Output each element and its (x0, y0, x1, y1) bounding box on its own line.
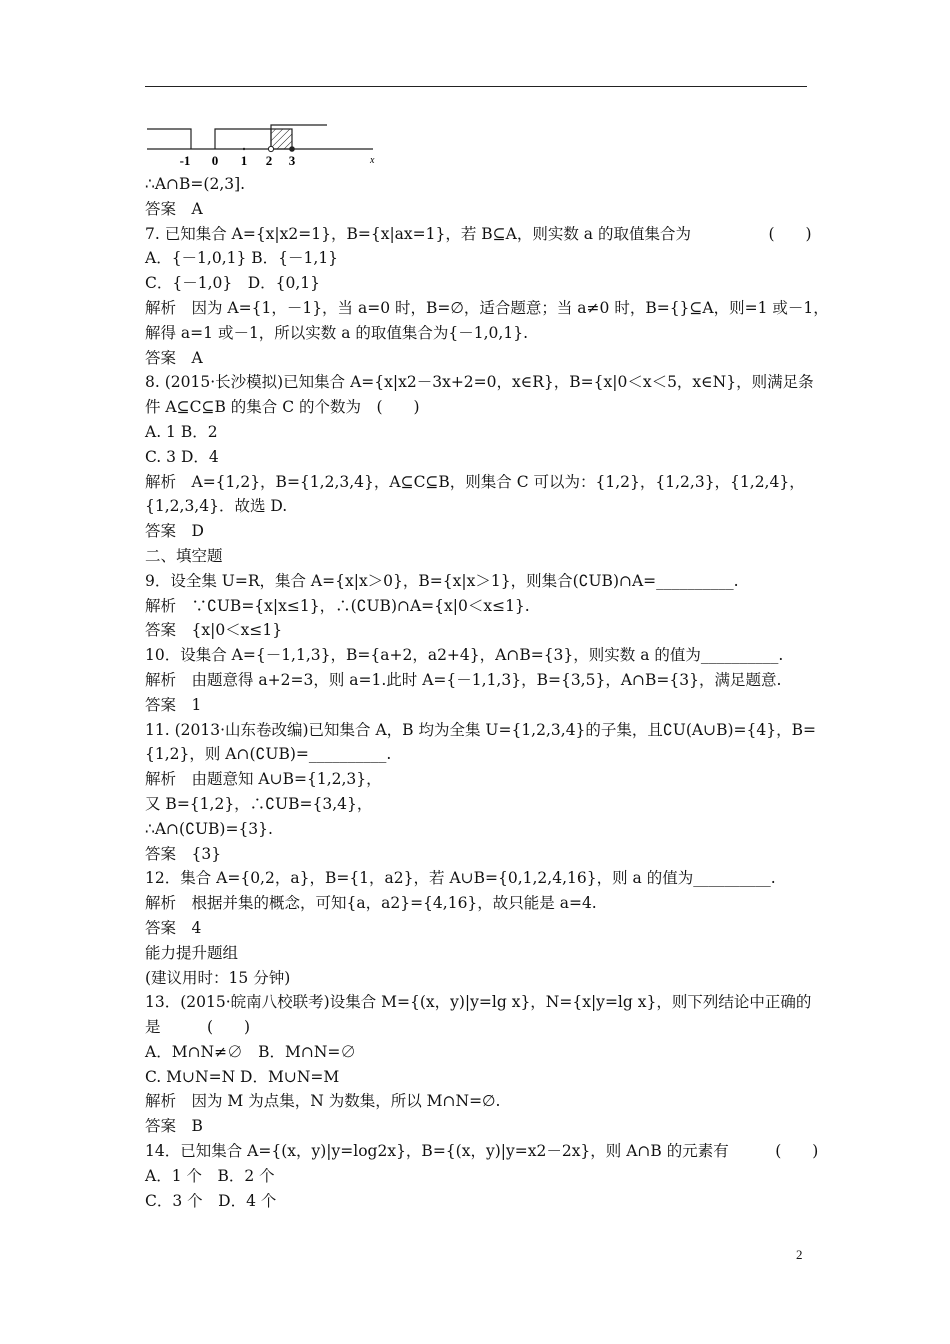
text-line: 12．集合 A={0,2，a}，B={1，a2}，若 A∪B={0,1,2,4,16}，则 a 的值为__________. (145, 869, 776, 888)
axis-label-x: x (370, 155, 375, 166)
text-line: 解析 因为 A={1，－1}，当 a=0 时，B=∅，适合题意；当 a≠0 时，B={}⊆A，则=1 或－1， (145, 298, 829, 317)
text-line: A．1 个 B．2 个 (145, 1166, 275, 1185)
text-line: A．M∩N≠∅ B．M∩N=∅ (145, 1042, 356, 1061)
closed-point-3 (289, 146, 295, 152)
text-line: 答案 A (145, 348, 203, 367)
number-line-figure (145, 118, 385, 168)
hatched-intersection (271, 129, 292, 149)
text-line: 答案 {3} (145, 844, 222, 863)
text-line: C．3 个 D．4 个 (145, 1191, 277, 1210)
text-line: 7. 已知集合 A={x|x2=1}，B={x|ax=1}，若 B⊆A，则实数 a 的取值集合为 ( ) (145, 224, 812, 243)
text-line: 二、填空题 (145, 546, 223, 565)
open-point-2 (268, 146, 273, 151)
text-line: 解析 A={1,2}，B={1,2,3,4}，A⊆C⊆B，则集合 C 可以为：{1,2}，{1,2,3}，{1,2,4}， (145, 472, 805, 491)
text-line: C. 3 D．4 (145, 447, 219, 466)
text-line: 解得 a=1 或－1，所以实数 a 的取值集合为{－1,0,1}. (145, 323, 528, 342)
text-line: 答案 B (145, 1117, 203, 1136)
text-line: 8. (2015·长沙模拟)已知集合 A={x|x2－3x+2=0，x∈R}，B={x|0＜x＜5，x∈N}，则满足条 (145, 373, 814, 392)
text-line: 解析 因为 M 为点集，N 为数集，所以 M∩N=∅. (145, 1092, 501, 1111)
text-line: 解析 由题意得 a+2=3，则 a=1.此时 A={－1,1,3}，B={3,5}，A∩B={3}，满足题意. (145, 670, 782, 689)
text-line: 9．设全集 U=R，集合 A={x|x＞0}，B={x|x＞1}，则集合(∁UB)∩A=__________. (145, 571, 739, 590)
tick-label-2: 2 (265, 153, 273, 168)
text-line: C. M∪N=N D．M∪N=M (145, 1067, 340, 1086)
text-line: 能力提升题组 (145, 943, 239, 962)
text-line: 答案 1 (145, 695, 202, 714)
text-line: 13．(2015·皖南八校联考)设集合 M={(x，y)|y=lg x}，N={x|y=lg x}，则下列结论中正确的 (145, 993, 812, 1012)
header-rule (145, 86, 807, 87)
text-line: A．{－1,0,1} B．{－1,1} (145, 249, 339, 268)
text-line: (建议用时：15 分钟) (145, 968, 291, 987)
tick-label-3: 3 (288, 153, 296, 168)
text-line: 件 A⊆C⊆B 的集合 C 的个数为 ( ) (145, 398, 420, 417)
text-line: 10．设集合 A={－1,1,3}，B={a+2，a2+4}，A∩B={3}，则实数 a 的值为__________. (145, 646, 784, 665)
text-line: 答案 A (145, 199, 203, 218)
tick-dot-1 (243, 148, 245, 150)
set-a-bracket (215, 129, 271, 149)
text-line: 11. (2013·山东卷改编)已知集合 A，B 均为全集 U={1,2,3,4}的子集，且∁U(A∪B)={4}，B= (145, 720, 816, 739)
document-body (145, 172, 829, 1213)
tick-label-neg1: -1 (179, 153, 191, 168)
text-line: 答案 D (145, 522, 204, 541)
text-line: 解析 由题意知 A∪B={1,2,3}， (145, 770, 382, 789)
text-line: 解析 ∵∁UB={x|x≤1}，∴(∁UB)∩A={x|0＜x≤1}. (145, 596, 530, 615)
text-line: 答案 {x|0＜x≤1} (145, 621, 283, 640)
text-line: 解析 根据并集的概念，可知{a，a2}={4,16}，故只能是 a=4. (145, 894, 597, 913)
tick-label-0: 0 (211, 153, 219, 168)
text-line: {1,2}，则 A∩(∁UB)=__________. (145, 745, 392, 764)
text-line: ∴A∩(∁UB)={3}. (145, 819, 273, 838)
text-line: 答案 4 (145, 918, 202, 937)
text-line: 14．已知集合 A={(x，y)|y=log2x}，B={(x，y)|y=x2－2x}，则 A∩B 的元素有 ( ) (145, 1142, 819, 1161)
text-line: {1,2,3,4}．故选 D. (145, 497, 288, 516)
text-line: A. 1 B．2 (145, 422, 218, 441)
tick-label-1: 1 (240, 153, 248, 168)
set-b-bracket (147, 129, 191, 149)
text-line: 是 ( ) (145, 1018, 251, 1037)
text-line: 又 B={1,2}，∴∁UB={3,4}， (145, 794, 373, 813)
text-line: ∴A∩B=(2,3]. (145, 175, 246, 193)
page-number: 2 (796, 1247, 803, 1262)
text-line: C．{－1,0} D．{0,1} (145, 274, 321, 293)
